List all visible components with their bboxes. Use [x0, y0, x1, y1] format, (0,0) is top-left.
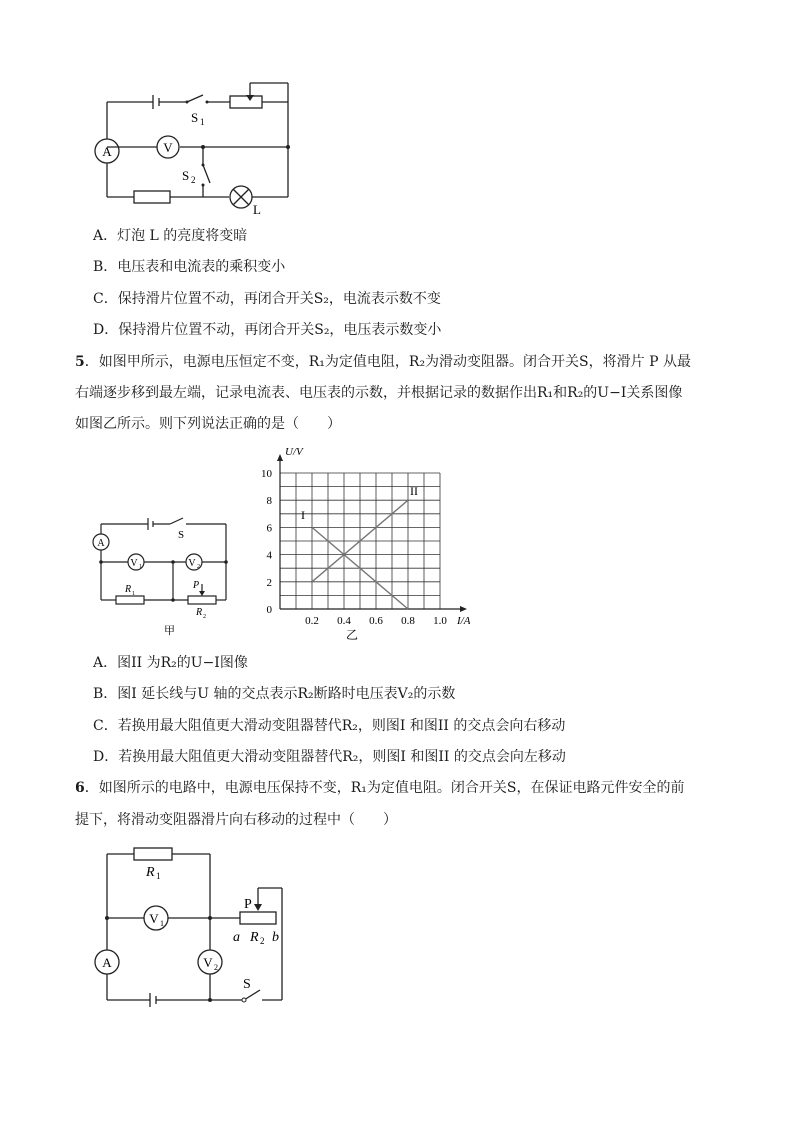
- q4-switch1-label: S: [191, 110, 199, 125]
- q6-v1-sub: 1: [160, 919, 164, 928]
- x-axis-arrow: [460, 606, 467, 612]
- q6-r1-sub: 1: [156, 871, 161, 881]
- x-tick-label: 1.0: [433, 615, 447, 627]
- y-tick-label: 8: [266, 495, 272, 508]
- q5-r1-label: R: [125, 584, 132, 595]
- q4-option-a: A．灯泡 L 的亮度将变暗: [93, 228, 248, 244]
- q6-r2-sub: 2: [260, 936, 265, 946]
- chart-caption: 乙: [345, 628, 359, 642]
- q4-lamp-label: L: [253, 202, 261, 217]
- series-label-I: I: [301, 508, 305, 523]
- q5-r2-sub: 2: [203, 614, 206, 620]
- q6-r2-label: R: [250, 930, 259, 945]
- q5-r1-sub: 1: [132, 591, 135, 597]
- q4-switch2-label: S: [182, 168, 190, 183]
- q5-switch-label: S: [178, 529, 185, 541]
- y-axis-arrow: [277, 454, 283, 461]
- q5-option-d: D．若换用最大阻值更大滑动变阻器替代R₂，则图I 和图II 的交点会向左移动: [93, 749, 566, 765]
- q4-circuit-diagram: [85, 75, 305, 225]
- q5-option-c: C．若换用最大阻值更大滑动变阻器替代R₂，则图I 和图II 的交点会向右移动: [93, 718, 566, 734]
- x-tick-label: 0.4: [337, 615, 351, 627]
- q5-chart-labels: [261, 448, 470, 642]
- q6-slider-label: P: [244, 897, 252, 912]
- q5-v1-sub: 1: [139, 564, 142, 570]
- q5-r2-label: R: [196, 607, 203, 618]
- q5-stem-line-3: 如图乙所示。则下列说法正确的是（ ）: [75, 416, 341, 432]
- q5-stem-line-1: 5．如图甲所示，电源电压恒定不变，R₁为定值电阻，R₂为滑动变阻器。闭合开关S，将滑片 P 从最: [75, 354, 691, 370]
- q5-v1-label: V: [130, 558, 138, 569]
- q6-switch-label: S: [243, 977, 251, 992]
- y-tick-label: 4: [266, 549, 272, 562]
- y-tick-label: 0: [266, 604, 272, 616]
- q4-ammeter-label: A: [102, 144, 112, 159]
- q4-switch2-sub: 2: [191, 175, 196, 185]
- y-tick-label: 10: [261, 468, 272, 480]
- q6-stem-line-2: 提下，将滑动变阻器滑片向右移动的过程中（ ）: [75, 812, 397, 828]
- y-tick-label: 2: [266, 576, 272, 589]
- q6-end-a-label: a: [233, 930, 240, 945]
- q6-v2-label: V: [203, 955, 213, 970]
- x-tick-label: 0.8: [401, 615, 415, 627]
- q6-circuit-diagram: [92, 840, 297, 1010]
- q5-v2-label: V: [188, 558, 196, 569]
- q5-v2-sub: 2: [197, 564, 200, 570]
- y-tick-label: 6: [266, 522, 272, 535]
- x-axis-label: I/A: [457, 615, 470, 627]
- q5-option-b: B．图I 延长线与U 轴的交点表示R₂断路时电压表V₂的示数: [93, 686, 456, 702]
- q5-circuit-diagram: [88, 512, 238, 642]
- y-axis-label: U/V: [285, 448, 303, 458]
- x-tick-label: 0.6: [369, 615, 383, 627]
- q5-ui-graph: [255, 448, 470, 643]
- q6-v2-sub: 2: [214, 963, 218, 972]
- q4-voltmeter-label: V: [163, 140, 173, 155]
- q6-ammeter-label: A: [102, 955, 112, 970]
- series-label-II: II: [410, 483, 418, 498]
- q5-option-a: A．图II 为R₂的U−I图像: [93, 655, 248, 671]
- q4-option-c: C．保持滑片位置不动，再闭合开关S₂，电流表示数不变: [93, 291, 441, 307]
- q4-option-b: B．电压表和电流表的乘积变小: [93, 259, 286, 275]
- q6-number: 6: [75, 780, 85, 796]
- q5-chart-axes: [277, 454, 467, 612]
- x-tick-label: 0.2: [305, 615, 319, 627]
- q5-slider-label: P: [193, 580, 200, 591]
- q4-option-d: D．保持滑片位置不动，再闭合开关S₂，电压表示数变小: [93, 322, 442, 338]
- q5-ammeter-label: A: [97, 538, 105, 549]
- q6-r1-label: R: [146, 865, 155, 880]
- q6-v1-label: V: [149, 911, 159, 926]
- q5-stem-line-2: 右端逐步移到最左端，记录电流表、电压表的示数，并根据记录的数据作出R₁和R₂的U−I关系图像: [75, 385, 683, 401]
- q4-switch1-sub: 1: [200, 117, 205, 127]
- q5-number: 5: [75, 354, 85, 370]
- q5-circuit-caption: 甲: [164, 625, 175, 637]
- q6-end-b-label: b: [272, 930, 279, 945]
- q6-stem-line-1: 6．如图所示的电路中，电源电压保持不变，R₁为定值电阻。闭合开关S，在保证电路元件安全的前: [75, 780, 685, 796]
